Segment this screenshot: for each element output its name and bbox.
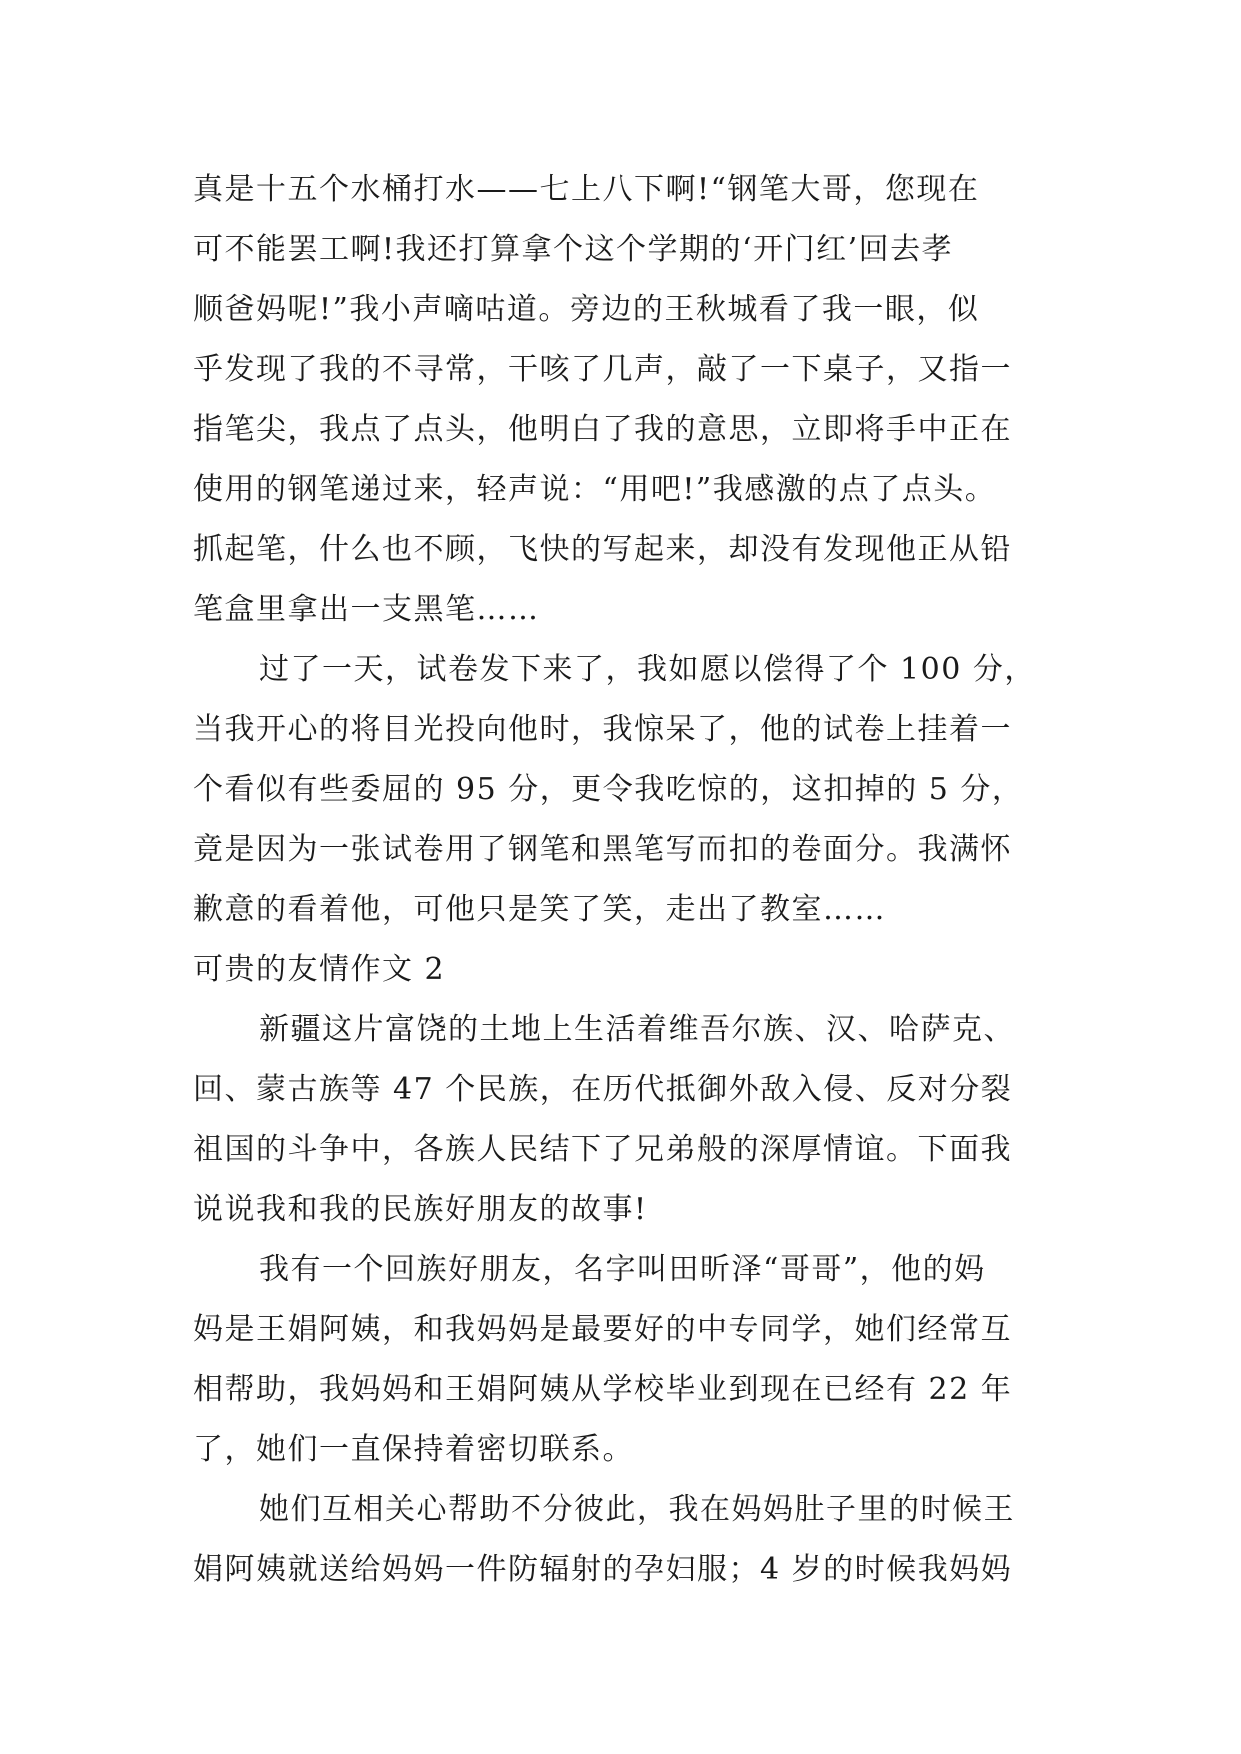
- text-line: 相帮助，我妈妈和王娟阿姨从学校毕业到现在已经有 22 年: [193, 1372, 1013, 1407]
- text-line: 真是十五个水桶打水——七上八下啊!“钢笔大哥，您现在: [193, 172, 980, 207]
- text-line: 竟是因为一张试卷用了钢笔和黑笔写而扣的卷面分。我满怀: [193, 832, 1012, 867]
- text-line: 了，她们一直保持着密切联系。: [193, 1432, 634, 1467]
- text-line: 乎发现了我的不寻常，干咳了几声，敲了一下桌子，又指一: [193, 352, 1012, 387]
- paragraph-start-line: 新疆这片富饶的土地上生活着维吾尔族、汉、哈萨克、: [259, 1012, 1015, 1047]
- section-heading: 可贵的友情作文 2: [193, 952, 446, 987]
- paragraph-start-line: 我有一个回族好朋友，名字叫田昕泽“哥哥”，他的妈: [259, 1252, 986, 1287]
- text-line: 娟阿姨就送给妈妈一件防辐射的孕妇服；4 岁的时候我妈妈: [193, 1552, 1013, 1587]
- document-body: [193, 160, 1073, 1600]
- paragraph-start-line: 她们互相关心帮助不分彼此，我在妈妈肚子里的时候王: [259, 1492, 1015, 1527]
- text-line: 指笔尖，我点了点头，他明白了我的意思，立即将手中正在: [193, 412, 1012, 447]
- paragraph-start-line: 过了一天，试卷发下来了，我如愿以偿得了个 100 分，: [259, 652, 1036, 687]
- text-line: 笔盒里拿出一支黑笔……: [193, 592, 540, 627]
- text-line: 回、蒙古族等 47 个民族，在历代抵御外敌入侵、反对分裂: [193, 1072, 1013, 1107]
- text-line: 抓起笔，什么也不顾，飞快的写起来，却没有发现他正从铅: [193, 532, 1012, 567]
- text-line: 使用的钢笔递过来，轻声说：“用吧!”我感激的点了点头。: [193, 472, 997, 507]
- text-line: 顺爸妈呢!”我小声嘀咕道。旁边的王秋城看了我一眼，似: [193, 292, 980, 327]
- text-line: 妈是王娟阿姨，和我妈妈是最要好的中专同学，她们经常互: [193, 1312, 1012, 1347]
- text-line: 祖国的斗争中，各族人民结下了兄弟般的深厚情谊。下面我: [193, 1132, 1012, 1167]
- text-line: 歉意的看着他，可他只是笑了笑，走出了教室……: [193, 892, 886, 927]
- text-line: 个看似有些委屈的 95 分，更令我吃惊的，这扣掉的 5 分，: [193, 772, 1024, 807]
- text-line: 当我开心的将目光投向他时，我惊呆了，他的试卷上挂着一: [193, 712, 1012, 747]
- text-line: 可不能罢工啊!我还打算拿个这个学期的‘开门红’回去孝: [193, 232, 954, 267]
- text-line: 说说我和我的民族好朋友的故事!: [193, 1192, 648, 1227]
